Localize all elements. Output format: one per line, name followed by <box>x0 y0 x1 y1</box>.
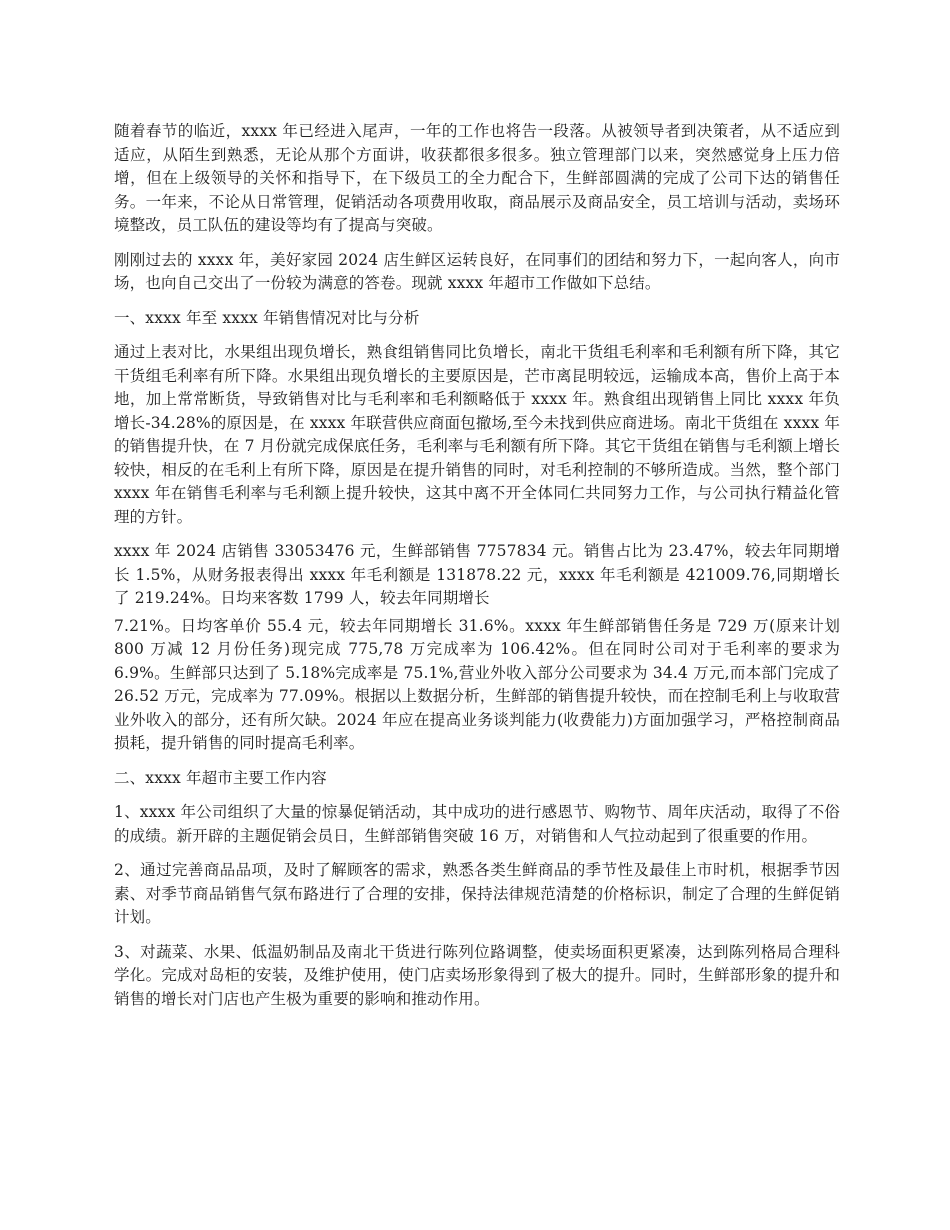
paragraph-sales-figures-continued: 7.21%。日均客单价 55.4 元，较去年同期增长 31.6%。xxxx 年生鲜部销售任务是 729 万(原来计划 800 万减 12 月份任务)现完成 775,78 万完成率为 106.42%。但在同时公司对于毛利率的要求为 6.9%。生鲜部只达到了 5.18%完成率是 75.1%,营业外收入部分公司要求为 34.4 万元,而本部门完成了 26.52 万元，完成率为 77.09%。根据以上数据分析，生鲜部的销售提升较快，而在控制毛利上与收取营业外收入的部分，还有所欠缺。2024 年应在提高业务谈判能力(收费能力)方面加强学习，严格控制商品损耗，提升销售的同时提高毛利率。 <box>114 616 840 752</box>
list-item-product-range: 2、通过完善商品品项，及时了解顾客的需求，熟悉各类生鲜商品的季节性及最佳上市时机，根据季节因素、对季节商品销售气氛布路进行了合理的安排，保持法律规范清楚的价格标识，制定了合理的生鲜促销计划。 <box>114 861 840 926</box>
list-item-display-layout: 3、对蔬菜、水果、低温奶制品及南北干货进行陈列位路调整，使卖场面积更紧凑，达到陈列格局合理科学化。完成对岛柜的安装，及维护使用，使门店卖场形象得到了极大的提升。同时，生鲜部形象的提升和销售的增长对门店也产生极为重要的影响和推动作用。 <box>114 942 840 1008</box>
list-item-promotions: 1、xxxx 年公司组织了大量的惊暴促销活动，其中成功的进行感恩节、购物节、周年庆活动，取得了不俗的成绩。新开辟的主题促销会员日，生鲜部销售突破 16 万，对销售和人气拉动起到了很重要的作用。 <box>114 803 840 845</box>
paragraph-sales-figures: xxxx 年 2024 店销售 33053476 元，生鲜部销售 7757834 元。销售占比为 23.47%，较去年同期增长 1.5%，从财务报表得出 xxxx 年毛利额是 131878.22 元，xxxx 年毛利额是 421009.76,同期增长了 219.24%。日均来客数 1799 人，较去年同期增长 <box>114 542 840 607</box>
paragraph-intro: 随着春节的临近，xxxx 年已经进入尾声，一年的工作也将告一段落。从被领导者到决策者，从不适应到适应，从陌生到熟悉，无论从那个方面讲，收获都很多很多。独立管理部门以来，突然感觉身上压力倍增，但在上级领导的关怀和指导下，在下级员工的全力配合下，生鲜部圆满的完成了公司下达的销售任务。一年来，不论从日常管理，促销活动各项费用收取，商品展示及商品安全，员工培训与活动，卖场环境整改，员工队伍的建设等均有了提高与突破。 <box>114 122 840 234</box>
section-heading-sales-comparison: 一、xxxx 年至 xxxx 年销售情况对比与分析 <box>114 308 420 327</box>
paragraph-sales-analysis: 通过上表对比，水果组出现负增长，熟食组销售同比负增长，南北干货组毛利率和毛利额有所下降，其它干货组毛利率有所下降。水果组出现负增长的主要原因是，芒市离昆明较远，运输成本高，售价上高于本地，加上常常断货，导致销售对比与毛利率和毛利额略低于 xxxx 年。熟食组出现销售上同比 xxxx 年负增长-34.28%的原因是，在 xxxx 年联营供应商面包撤场,至今未找到供应商进场。南北干货组在 xxxx 年的销售提升快，在 7 月份就完成保底任务，毛利率与毛利额有所下降。其它干货组在销售与毛利额上增长较快，相反的在毛利上有所下降，原因是在提升销售的同时，对毛利控制的不够所造成。当然，整个部门 xxxx 年在销售毛利率与毛利额上提升较快，这其中离不开全体同仁共同努力工作，与公司执行精益化管理的方针。 <box>114 343 840 526</box>
document-body <box>114 120 840 1022</box>
paragraph-summary-intro: 刚刚过去的 xxxx 年，美好家园 2024 店生鲜区运转良好，在同事们的团结和努力下，一起向客人，向市场，也向自己交出了一份较为满意的答卷。现就 xxxx 年超市工作做如下总结。 <box>114 250 840 292</box>
section-heading-main-work: 二、xxxx 年超市主要工作内容 <box>114 768 327 787</box>
